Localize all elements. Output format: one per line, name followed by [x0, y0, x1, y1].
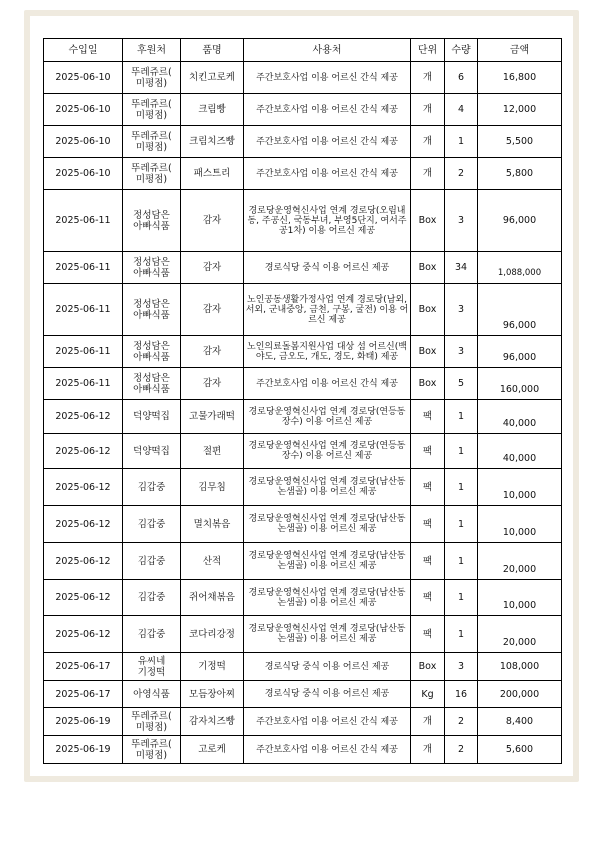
cell-date: 2025-06-17: [44, 653, 123, 681]
cell-donor: 정성담은 아빠식품: [123, 190, 181, 252]
cell-item: 산적: [181, 543, 244, 580]
cell-item: 코다리강정: [181, 616, 244, 653]
cell-item: 감자: [181, 368, 244, 400]
cell-date: 2025-06-12: [44, 616, 123, 653]
cell-date: 2025-06-12: [44, 434, 123, 469]
cell-unit: Box: [411, 336, 445, 368]
cell-unit: Kg: [411, 681, 445, 708]
cell-use: 경로당운영혁신사업 연계 경로당(남산동 논샘골) 이용 어르신 제공: [244, 616, 411, 653]
document-page: [30, 16, 573, 776]
cell-amount: 5,500: [478, 126, 562, 158]
cell-amount: 160,000: [478, 368, 562, 400]
cell-unit: 개: [411, 708, 445, 736]
cell-unit: 개: [411, 736, 445, 764]
cell-amount: 8,400: [478, 708, 562, 736]
cell-amount: 5,800: [478, 158, 562, 190]
table-row: [44, 543, 562, 580]
table-row: [44, 336, 562, 368]
cell-date: 2025-06-12: [44, 400, 123, 434]
cell-qty: 3: [445, 336, 478, 368]
cell-qty: 1: [445, 434, 478, 469]
cell-donor: 뚜레쥬르( 미평점): [123, 736, 181, 764]
cell-unit: Box: [411, 190, 445, 252]
cell-item: 크림치즈빵: [181, 126, 244, 158]
cell-unit: 개: [411, 126, 445, 158]
cell-date: 2025-06-12: [44, 543, 123, 580]
cell-item: 크림빵: [181, 94, 244, 126]
cell-date: 2025-06-11: [44, 336, 123, 368]
cell-use: 경로당운영혁신사업 연계 경로당(남산동 논샘골) 이용 어르신 제공: [244, 506, 411, 543]
table-row: [44, 400, 562, 434]
cell-use: 경로당운영혁신사업 연계 경로당(오림내동, 주공신, 국동부녀, 부영5단지, 여서주공1차) 이용 어르신 제공: [244, 190, 411, 252]
header-donor: 후원처: [123, 39, 181, 62]
cell-amount: 12,000: [478, 94, 562, 126]
cell-date: 2025-06-11: [44, 284, 123, 336]
cell-qty: 3: [445, 653, 478, 681]
cell-donor: 정성담은 아빠식품: [123, 252, 181, 284]
cell-item: 멸치볶음: [181, 506, 244, 543]
cell-donor: 김갑중: [123, 469, 181, 506]
cell-donor: 김갑중: [123, 580, 181, 616]
cell-use: 경로당운영혁신사업 연계 경로당(연등동 장수) 이용 어르신 제공: [244, 400, 411, 434]
header-use: 사용처: [244, 39, 411, 62]
cell-use: 경로당운영혁신사업 연계 경로당(남산동 논샘골) 이용 어르신 제공: [244, 543, 411, 580]
cell-use: 경로식당 중식 이용 어르신 제공: [244, 653, 411, 681]
table-row: [44, 126, 562, 158]
cell-date: 2025-06-11: [44, 368, 123, 400]
cell-date: 2025-06-10: [44, 158, 123, 190]
cell-date: 2025-06-12: [44, 580, 123, 616]
cell-date: 2025-06-17: [44, 681, 123, 708]
header-unit: 단위: [411, 39, 445, 62]
cell-unit: 개: [411, 158, 445, 190]
cell-amount: 20,000: [478, 616, 562, 653]
cell-use: 경로당운영혁신사업 연계 경로당(연등동 장수) 이용 어르신 제공: [244, 434, 411, 469]
cell-use: 주간보호사업 이용 어르신 간식 제공: [244, 62, 411, 94]
table-row: [44, 708, 562, 736]
cell-donor: 정성담은 아빠식품: [123, 284, 181, 336]
cell-amount: 1,088,000: [478, 252, 562, 284]
cell-use: 주간보호사업 이용 어르신 간식 제공: [244, 126, 411, 158]
cell-item: 패스트리: [181, 158, 244, 190]
cell-qty: 34: [445, 252, 478, 284]
cell-donor: 뚜레쥬르( 미평점): [123, 158, 181, 190]
cell-donor: 뚜레쥬르( 미평점): [123, 708, 181, 736]
cell-qty: 5: [445, 368, 478, 400]
cell-item: 감자: [181, 190, 244, 252]
table-row: [44, 190, 562, 252]
cell-qty: 1: [445, 469, 478, 506]
cell-unit: Box: [411, 653, 445, 681]
cell-date: 2025-06-12: [44, 506, 123, 543]
cell-amount: 10,000: [478, 469, 562, 506]
cell-unit: Box: [411, 252, 445, 284]
cell-item: 감자: [181, 284, 244, 336]
cell-unit: 개: [411, 94, 445, 126]
cell-amount: 20,000: [478, 543, 562, 580]
cell-amount: 96,000: [478, 336, 562, 368]
cell-item: 감자: [181, 252, 244, 284]
cell-date: 2025-06-11: [44, 190, 123, 252]
table-body: [44, 62, 562, 764]
cell-item: 김무침: [181, 469, 244, 506]
table-header-row: [44, 39, 562, 62]
cell-donor: 정성담은 아빠식품: [123, 368, 181, 400]
donation-table: [43, 38, 562, 764]
cell-unit: 팩: [411, 506, 445, 543]
cell-amount: 200,000: [478, 681, 562, 708]
cell-date: 2025-06-11: [44, 252, 123, 284]
cell-qty: 1: [445, 126, 478, 158]
cell-qty: 1: [445, 580, 478, 616]
cell-amount: 96,000: [478, 284, 562, 336]
cell-unit: 팩: [411, 543, 445, 580]
header-date: 수입일: [44, 39, 123, 62]
cell-use: 주간보호사업 이용 어르신 간식 제공: [244, 94, 411, 126]
table-row: [44, 616, 562, 653]
header-amount: 금액: [478, 39, 562, 62]
cell-unit: 팩: [411, 400, 445, 434]
cell-donor: 김갑중: [123, 506, 181, 543]
cell-item: 절편: [181, 434, 244, 469]
cell-amount: 40,000: [478, 434, 562, 469]
table-row: [44, 653, 562, 681]
cell-use: 주간보호사업 이용 어르신 간식 제공: [244, 736, 411, 764]
page-frame: [24, 10, 579, 782]
table-row: [44, 736, 562, 764]
cell-qty: 1: [445, 400, 478, 434]
cell-qty: 3: [445, 284, 478, 336]
table-row: [44, 62, 562, 94]
cell-donor: 뚜레쥬르( 미평점): [123, 126, 181, 158]
cell-donor: 아영식품: [123, 681, 181, 708]
cell-qty: 16: [445, 681, 478, 708]
cell-amount: 96,000: [478, 190, 562, 252]
cell-donor: 덕양떡집: [123, 400, 181, 434]
cell-date: 2025-06-12: [44, 469, 123, 506]
cell-use: 주간보호사업 이용 어르신 간식 제공: [244, 158, 411, 190]
cell-amount: 10,000: [478, 580, 562, 616]
table-row: [44, 284, 562, 336]
cell-date: 2025-06-10: [44, 94, 123, 126]
cell-item: 쥐어채볶음: [181, 580, 244, 616]
cell-amount: 5,600: [478, 736, 562, 764]
cell-unit: 팩: [411, 616, 445, 653]
cell-qty: 1: [445, 616, 478, 653]
cell-use: 경로식당 중식 이용 어르신 제공: [244, 681, 411, 708]
cell-donor: 뚜레쥬르( 미평점): [123, 62, 181, 94]
header-qty: 수량: [445, 39, 478, 62]
cell-donor: 정성담은 아빠식품: [123, 336, 181, 368]
cell-amount: 16,800: [478, 62, 562, 94]
table-row: [44, 580, 562, 616]
cell-item: 기정떡: [181, 653, 244, 681]
cell-unit: 팩: [411, 434, 445, 469]
cell-amount: 10,000: [478, 506, 562, 543]
cell-item: 모듬장아찌: [181, 681, 244, 708]
table-row: [44, 368, 562, 400]
cell-donor: 뚜레쥬르( 미평점): [123, 94, 181, 126]
cell-date: 2025-06-10: [44, 62, 123, 94]
cell-unit: 팩: [411, 580, 445, 616]
table-row: [44, 506, 562, 543]
cell-item: 고물가래떡: [181, 400, 244, 434]
cell-use: 경로식당 중식 이용 어르신 제공: [244, 252, 411, 284]
cell-use: 주간보호사업 이용 어르신 간식 제공: [244, 368, 411, 400]
cell-unit: 팩: [411, 469, 445, 506]
cell-item: 고로케: [181, 736, 244, 764]
cell-qty: 2: [445, 158, 478, 190]
cell-item: 감자치즈빵: [181, 708, 244, 736]
table-row: [44, 94, 562, 126]
cell-qty: 1: [445, 543, 478, 580]
cell-amount: 108,000: [478, 653, 562, 681]
cell-qty: 6: [445, 62, 478, 94]
cell-date: 2025-06-19: [44, 736, 123, 764]
cell-qty: 3: [445, 190, 478, 252]
cell-donor: 덕양떡집: [123, 434, 181, 469]
header-item: 품명: [181, 39, 244, 62]
cell-amount: 40,000: [478, 400, 562, 434]
cell-unit: Box: [411, 368, 445, 400]
table-row: [44, 434, 562, 469]
table-row: [44, 252, 562, 284]
table-row: [44, 469, 562, 506]
cell-use: 경로당운영혁신사업 연계 경로당(남산동 논샘골) 이용 어르신 제공: [244, 580, 411, 616]
cell-qty: 4: [445, 94, 478, 126]
cell-qty: 2: [445, 736, 478, 764]
cell-date: 2025-06-10: [44, 126, 123, 158]
cell-unit: 개: [411, 62, 445, 94]
cell-item: 치킨고로케: [181, 62, 244, 94]
cell-use: 노인의료돌봄지원사업 대상 섬 어르신(백야도, 금오도, 개도, 경도, 화태) 제공: [244, 336, 411, 368]
cell-item: 감자: [181, 336, 244, 368]
cell-donor: 유씨네 기정떡: [123, 653, 181, 681]
cell-qty: 2: [445, 708, 478, 736]
cell-date: 2025-06-19: [44, 708, 123, 736]
cell-use: 주간보호사업 이용 어르신 간식 제공: [244, 708, 411, 736]
table-row: [44, 681, 562, 708]
cell-use: 노인공동생활가정사업 연계 경로당(남외, 서외, 군내중앙, 금천, 구봉, 굴전) 이용 어르신 제공: [244, 284, 411, 336]
cell-qty: 1: [445, 506, 478, 543]
table-row: [44, 158, 562, 190]
cell-use: 경로당운영혁신사업 연계 경로당(남산동 논샘골) 이용 어르신 제공: [244, 469, 411, 506]
cell-unit: Box: [411, 284, 445, 336]
cell-donor: 김갑중: [123, 616, 181, 653]
cell-donor: 김갑중: [123, 543, 181, 580]
